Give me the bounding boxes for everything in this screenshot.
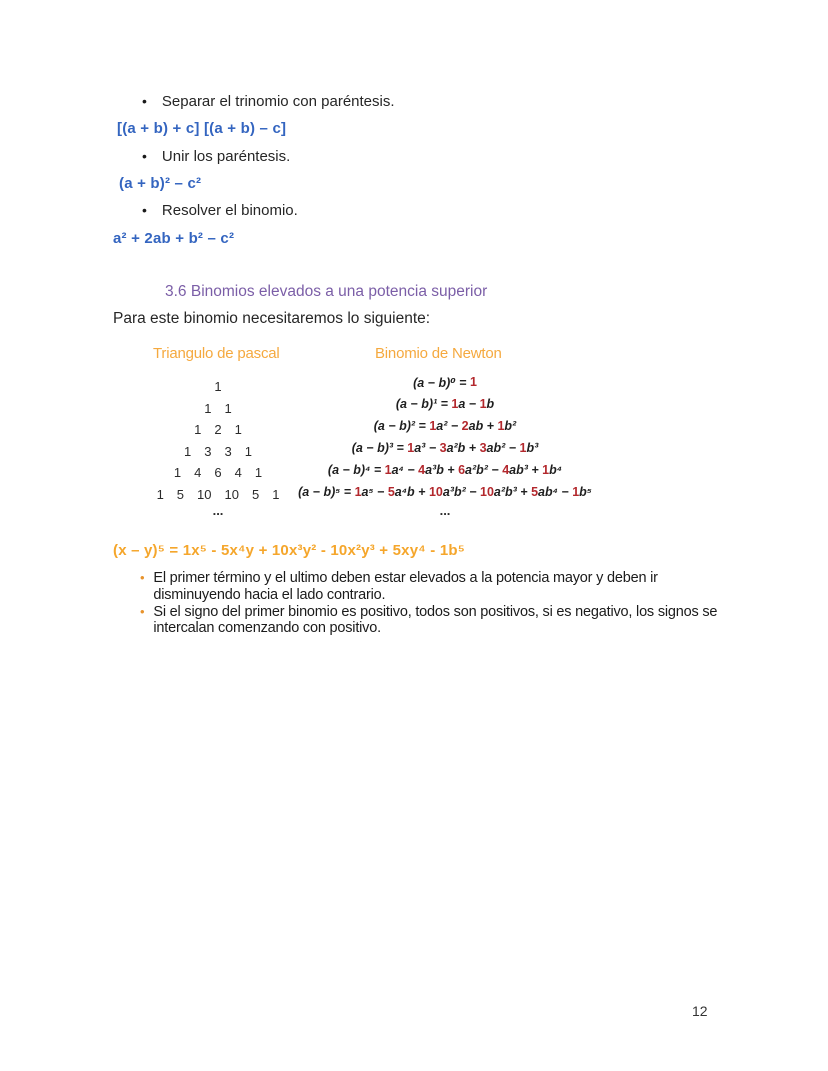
pascal-title: Triangulo de pascal [153,345,280,362]
pascal-row [138,484,298,506]
step-bullet-resolver [142,202,298,219]
pascal-number: 6 [214,465,222,481]
section-intro: Para este binomio necesitaremos lo siguiente: [113,310,431,327]
note-item [140,570,718,604]
note-item [140,604,718,638]
step-text: Separar el trinomio con paréntesis. [161,93,395,110]
newton-line: (a − b)⁰ = 1 [413,375,477,390]
newton-lines [280,371,610,503]
pascal-number: 10 [224,486,239,502]
pascal-number: 1 [224,400,232,416]
pascal-triangle [138,376,298,505]
pascal-number: 3 [204,443,212,459]
formula-binomio-cuadrado: (a + b)² – c² [119,175,202,192]
pascal-number: 1 [272,486,280,502]
note-text: Si el signo del primer binomio es positivo, todos son positivos, si es negativo, los signos se intercalan comenzando con positivo. [153,603,718,637]
pascal-number: 4 [234,465,242,481]
pascal-number: 1 [173,465,182,481]
pascal-number: 5 [176,486,185,502]
expansion-formula: (x – y)⁵ = 1x⁵ - 5x⁴y + 10x³y² - 10x²y³ + 5xy⁴ - 1b⁵ [113,542,465,559]
newton-title: Binomio de Newton [375,345,502,362]
step-text: Resolver el binomio. [161,202,298,219]
pascal-number: 1 [234,422,242,438]
pascal-number: 1 [214,379,222,395]
pascal-number: 5 [251,486,260,502]
pascal-row [138,462,298,484]
newton-line: (a − b)⁴ = 1 a⁴ − 4 a³b + 6 a²b² − 4 ab³ + 1 b⁴ [327,463,563,477]
bullet-marker: • [140,570,145,585]
pascal-row [138,398,298,420]
bullet-marker: • [142,202,147,218]
pascal-number: 10 [197,486,212,502]
formula-resultado: a² + 2ab + b² – c² [113,230,235,247]
pascal-number: 3 [224,443,232,459]
note-text: El primer término y el ultimo deben estar elevados a la potencia mayor y deben ir disminuyendo hacia el lado contrario. [153,570,658,603]
step-bullet-unir [142,148,290,165]
pascal-number: 1 [254,465,263,481]
step-bullet-separar [142,93,395,110]
bullet-marker: • [142,148,147,164]
pascal-number: 4 [194,465,202,481]
pascal-number: 1 [204,400,212,416]
notes-list [140,570,718,637]
newton-line: (a − b)² = 1 a² − 2 ab + 1 b² [373,419,517,433]
pascal-row [138,441,298,463]
pascal-ellipsis: ... [212,503,224,518]
pascal-number: 1 [194,422,202,438]
newton-line: (a − b)¹ = 1 a − 1 b [395,397,495,411]
formula-trinomio-parentesis: [(a + b) + c] [(a + b) – c] [117,120,287,137]
pascal-number: 1 [184,443,192,459]
page-number: 12 [692,1003,708,1019]
pascal-row [138,376,298,398]
newton-ellipsis: ... [439,503,451,518]
pascal-number: 2 [214,422,222,438]
newton-line: (a − b)⁵ = 1 a⁵ − 5 a⁴b + 10 a³b² − 10 a²b³ + 5 ab⁴ − 1 b⁵ [298,485,592,499]
pascal-row [138,419,298,441]
section-heading: 3.6 Binomios elevados a una potencia superior [165,283,488,300]
bullet-marker: • [140,603,145,619]
pascal-number: 1 [156,486,164,502]
newton-line: (a − b)³ = 1 a³ − 3 a²b + 3 ab² − 1 b³ [351,441,539,455]
step-text: Unir los paréntesis. [161,148,291,165]
bullet-marker: • [142,93,147,109]
pascal-number: 1 [244,443,252,459]
